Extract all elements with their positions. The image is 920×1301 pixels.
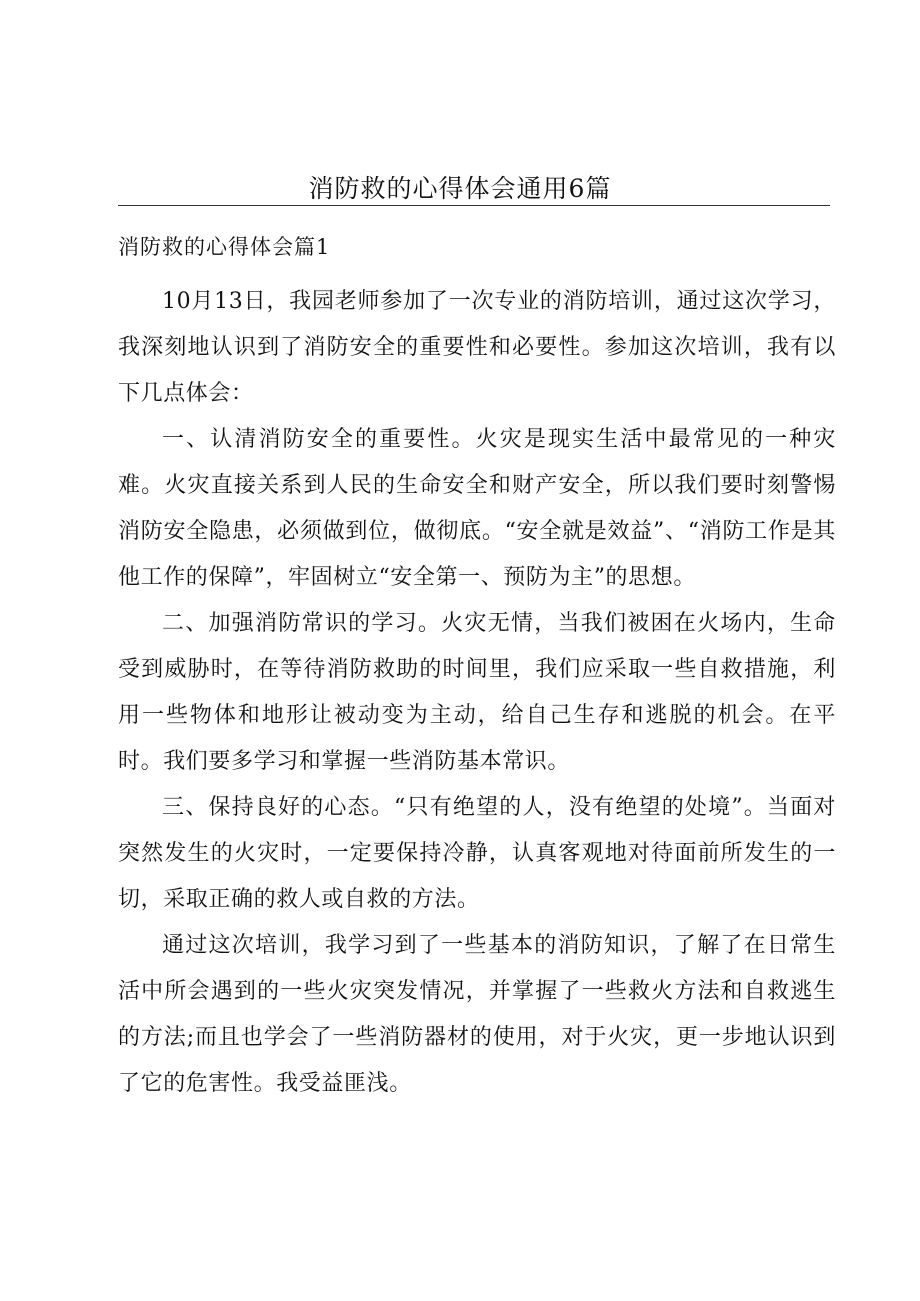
title-underline (118, 205, 830, 206)
paragraph-intro: 10月13日，我园老师参加了一次专业的消防培训，通过这次学习，我深刻地认识到了消防安全的重要性和必要性。参加这次培训，我有以下几点体会： (118, 289, 836, 406)
section-heading: 消防救的心得体会篇1 (118, 235, 331, 259)
paragraph-point-3: 三、保持良好的心态。“只有绝望的人，没有绝望的处境”。当面对突然发生的火灾时，一定要保持冷静，认真客观地对待面前所发生的一切，采取正确的救人或自救的方法。 (118, 795, 836, 912)
paragraph-point-2: 二、加强消防常识的学习。火灾无情，当我们被困在火场内，生命受到威胁时，在等待消防救助的时间里，我们应采取一些自救措施，利用一些物体和地形让被动变为主动，给自己生存和逃脱的机会。在平时。我们要多学习和掌握一些消防基本常识。 (118, 611, 836, 774)
paragraph-point-1: 一、认清消防安全的重要性。火灾是现实生活中最常见的一种灾难。火灾直接关系到人民的生命安全和财产安全，所以我们要时刻警惕消防安全隐患，必须做到位，做彻底。“安全就是效益”、“消防工作是其他工作的保障”，牢固树立“安全第一、预防为主”的思想。 (118, 427, 836, 590)
document-title: 消防救的心得体会通用6篇 (308, 174, 612, 203)
document-body (118, 279, 836, 1107)
paragraph-conclusion: 通过这次培训，我学习到了一些基本的消防知识，了解了在日常生活中所会遇到的一些火灾突发情况，并掌握了一些救火方法和自救逃生的方法;而且也学会了一些消防器材的使用，对于火灾，更一步地认识到了它的危害性。我受益匪浅。 (118, 933, 836, 1096)
